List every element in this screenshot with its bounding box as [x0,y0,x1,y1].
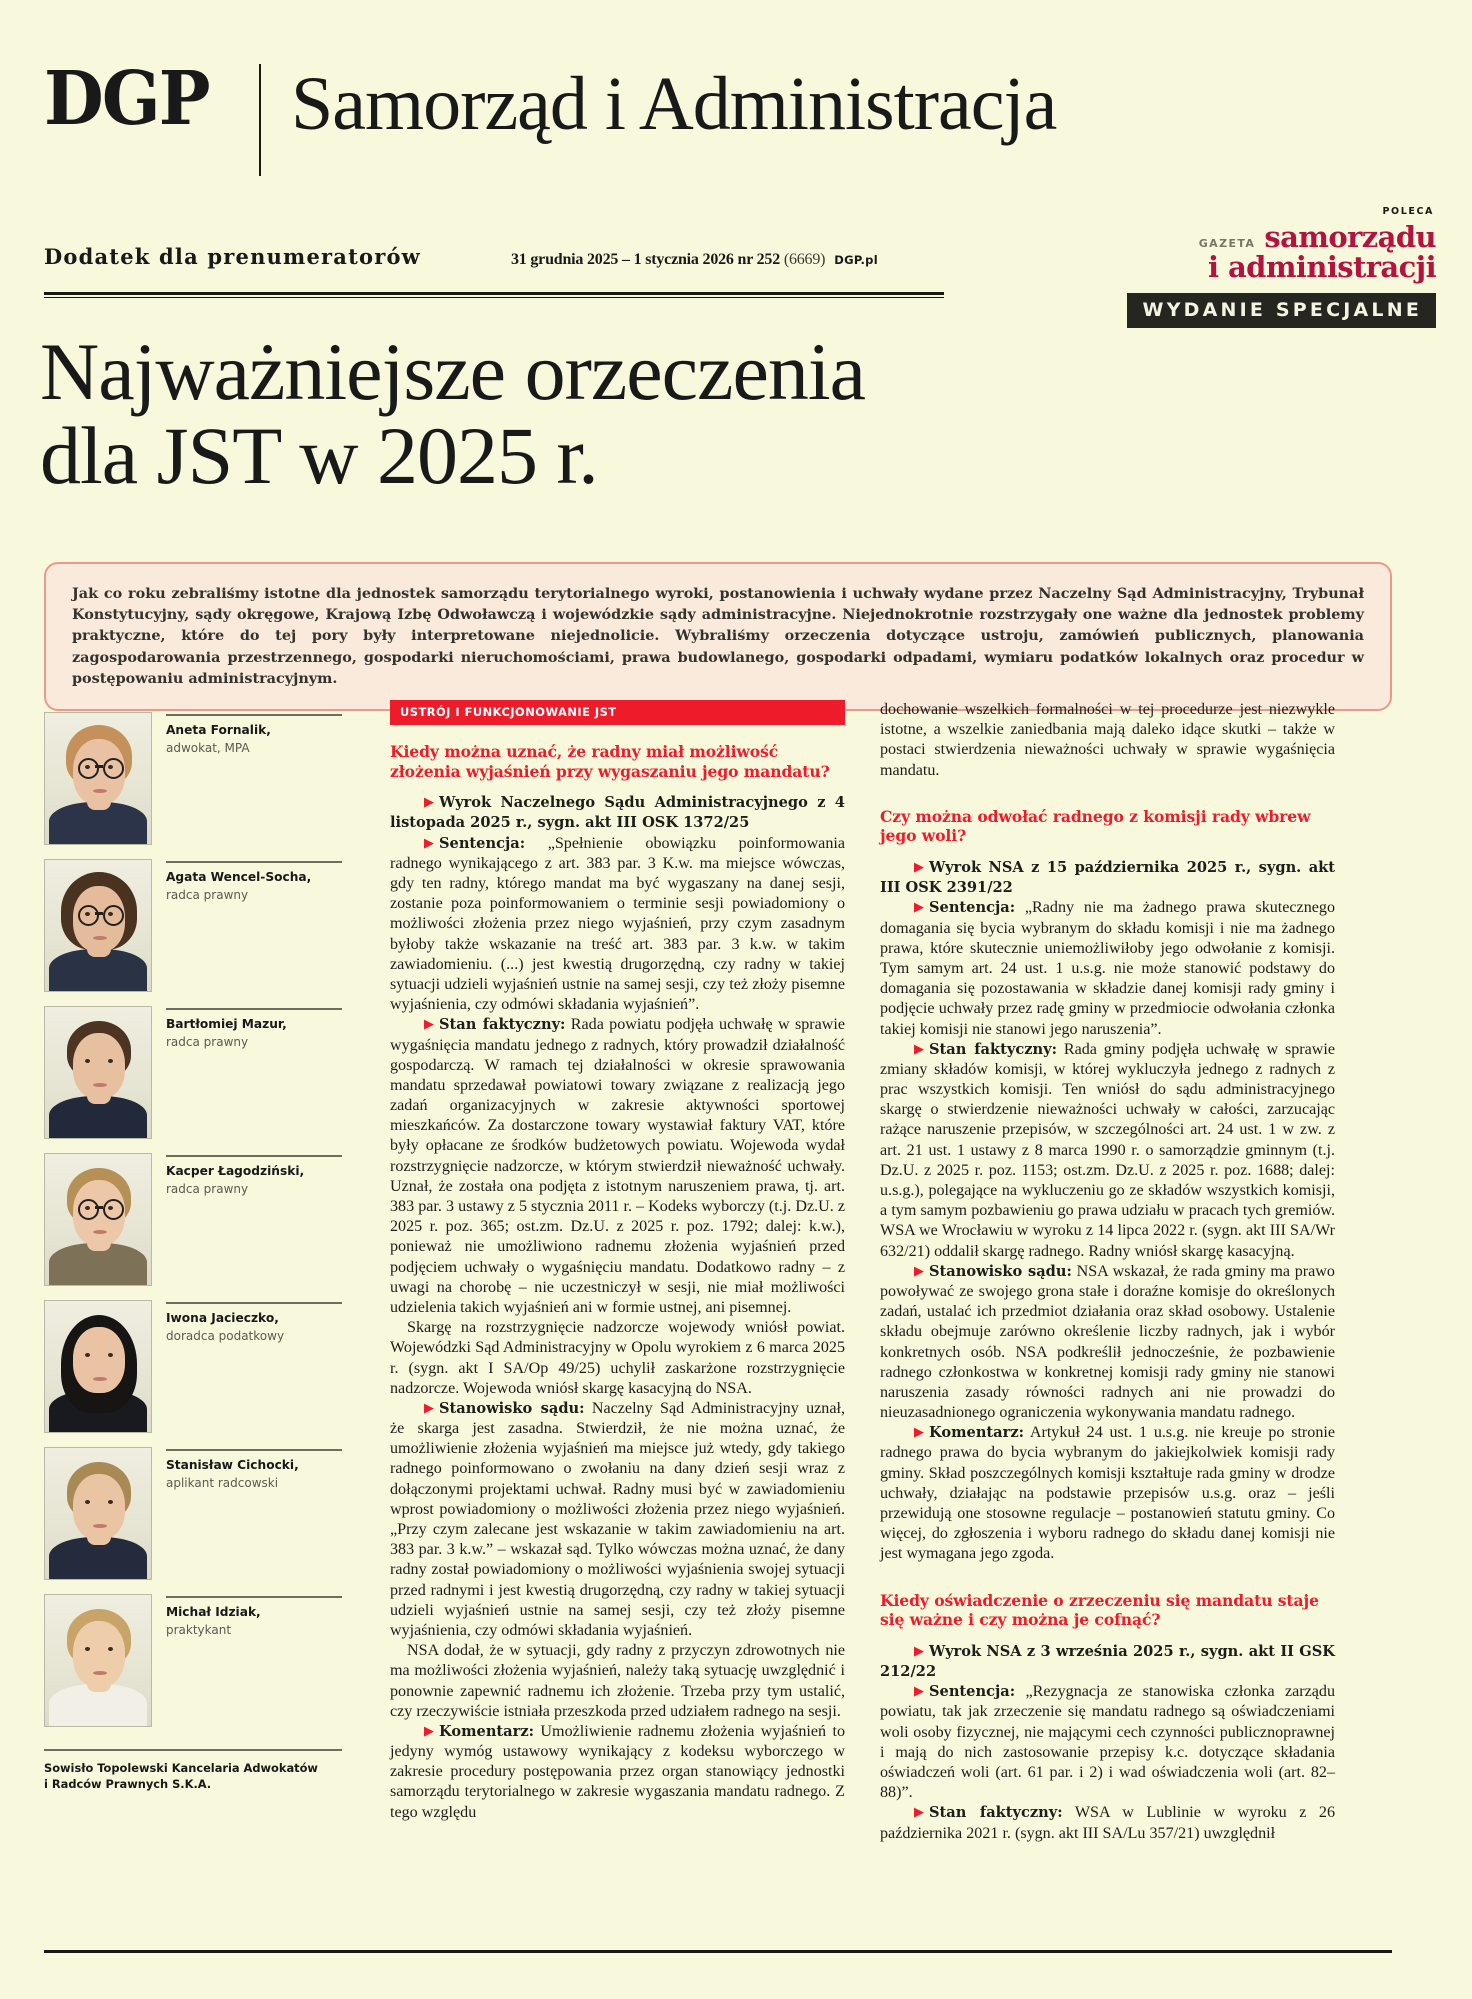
author-entry [44,1447,342,1580]
komentarz-2 [880,1423,1335,1564]
avatar [44,1594,152,1727]
masthead [44,56,1434,192]
glasses-icon [103,1199,124,1220]
author-entry [44,1153,342,1286]
stan-faktyczny-1-cont: Skargę na rozstrzygnięcie nadzorcze wojewody wniósł powiat. Wojewódzki Sąd Administracyjny w Opolu wyrokiem z 6 marca 2025 r. (sygn. akt I SA/Op 49/25) uchylił zaskarżone rozstrzygnięcie nadzorcze. Wojewoda wniósł skargę kasacyjną do NSA. [390,1319,845,1397]
author-divider [166,1008,342,1010]
avatar [44,1006,152,1139]
subheader [44,244,944,269]
stanowisko-sadu-2-text: NSA wskazał, że rada gminy ma prawo powoływać ze swojego grona stałe i doraźne komisje do określonych zadań, ustalać ich przedmiot działania oraz skład osobowy. Ustalenie składu obejmuje zarówno określenie liczby radnych, jak i wybór konkretnych osób. NSA podkreślił jednocześnie, że pozbawienie radnego członkostwa w konkretnej komisji rady gminy nie stanowi naruszenia zasady równości radnych ani nie prowadzi do nieuzasadnionego ograniczenia wykonywania mandatu radnego. [880,1262,1335,1422]
author-role: radca prawny [166,887,249,902]
author-role: doradca podatkowy [166,1328,285,1343]
author-entry [44,1594,342,1727]
section-tag: USTRÓJ I FUNKCJONOWANIE JST [390,700,845,725]
triangle-bullet-icon: ▶ [914,1040,924,1056]
avatar [44,1300,152,1433]
sentencja-3 [880,1682,1335,1803]
triangle-bullet-icon: ▶ [424,1722,434,1738]
triangle-bullet-icon: ▶ [424,1016,434,1032]
stan-faktyczny-1-label: Stan faktyczny: [439,1016,566,1034]
ruling-citation-1-text: Wyrok Naczelnego Sądu Administracyjnego z 4 listopada 2025 r., sygn. akt III OSK 1372/25 [390,794,845,832]
author-name: Agata Wencel-Socha, [166,870,312,884]
question-heading-1: Kiedy można uznać, że radny miał możliwość złożenia wyjaśnień przy wygaszaniu jego mandatu? [390,742,830,781]
column-right [880,700,1335,1844]
issue-number: nr 252 [733,251,781,268]
stan-faktyczny-2-label: Stan faktyczny: [929,1040,1057,1058]
author-divider [166,714,342,716]
avatar [44,712,152,845]
special-edition-banner: WYDANIE SPECJALNE [1127,293,1436,328]
promo-logo-line1 [1106,220,1436,254]
avatar [44,859,152,992]
promo-gazeta-label: GAZETA [1198,237,1256,250]
author-meta [166,1006,342,1050]
glasses-icon [78,758,99,779]
stan-faktyczny-1-text: Rada powiatu podjęła uchwałę w sprawie wygaśnięcia mandatu jednego z radnych, który prowadził działalność gospodarczą. W ramach tej działalności w okresie sprawowania mandatu sprzedawał powiatowi towary związane z realizacją jego zadań organizacyjnych w zakresie aktywności sportowej mieszkańców. Za dostarczone towary wystawiał faktury VAT, które były opłacane ze środków budżetowych powiatu. Wojewoda wydał rozstrzygnięcie nadzorcze, w którym stwierdził nieważność uchwały. Uznał, że została ona podjęta z istotnym naruszeniem prawa, tj. art. 383 par. 3 ustawy z 5 stycznia 2011 r. – Kodeks wyborczy (t.j. Dz.U. z 2025 r. poz. 365; ost.zm. Dz.U. z 2025 r. poz. 1792; dalej: k.w.), ponieważ nie umożliwiono radnemu złożenia wyjaśnień przed podjęciem uchwały o wygaśnięciu mandatu. Dodatkowo radny – z uwagi na chorobę – nie uczestniczył w sesji, nie miał możliwości udzielenia takich wyjaśnień ani w formie ustnej, ani pisemnej. [390,1016,845,1316]
author-meta [166,1300,342,1344]
author-role: radca prawny [166,1034,249,1049]
author-meta [166,1153,342,1197]
column-middle [390,700,845,1823]
glasses-icon [103,905,124,926]
author-meta [166,859,342,903]
triangle-bullet-icon: ▶ [914,1262,924,1278]
author-name: Michał Idziak, [166,1605,261,1619]
stan-faktyczny-2 [880,1040,1335,1262]
author-role: aplikant radcowski [166,1475,279,1490]
ruling-citation-1 [390,793,845,833]
firm-line-1: Sowisło Topolewski Kancelaria Adwokatów [44,1761,318,1775]
ruling-citation-3 [880,1642,1335,1682]
author-divider [166,1449,342,1451]
stanowisko-sadu-2-label: Stanowisko sądu: [929,1262,1072,1280]
triangle-bullet-icon: ▶ [914,1683,924,1699]
komentarz-2-text: Artykuł 24 ust. 1 u.s.g. nie kreuje po stronie radnego prawa do bycia wybranym do jakiejkolwiek komisji rady gminy. Skład poszczególnych komisji kształtuje rada gminy w drodze uchwały, działając na podstawie przepisów u.s.g. oraz – jeśli przewidują one stosowne regulacje – postanowień statutu gminy. Co więcej, do zgłoszenia i wyboru radnego do składu danej komisji nie jest wymagana jego zgoda. [880,1424,1335,1563]
sentencja-1-text: „Spełnienie obowiązku poinformowania radnego wynikającego z art. 383 par. 3 K.w. ma miejsce wówczas, gdy ten radny, którego mandat ma być wygaszany na danej sesji, zostanie poza poinformowaniem o terminie sesji powiadomiony o możliwości złożenia przez niego wyjaśnień, przy czym zasadnym byłoby także wskazanie na treść art. 383 par. 3 k.w. w takim zawiadomieniu. (...) jest kwestią drugorzędną, czy radny w takiej sytuacji udzieli wyjaśnień ustnie na samej sesji, czy też złoży pisemne wyjaśnienia, czy odmówi składania wyjaśnień”. [390,834,845,1014]
author-role: radca prawny [166,1181,249,1196]
stanowisko-sadu-1-cont: NSA dodał, że w sytuacji, gdy radny z przyczyn zdrowotnych nie ma możliwości złożenia wyjaśnień, należy taką sytuację uwzględnić i ponownie zapewnić radnemu ich złożenie. Trzeba przy tym ustalić, czy rzeczywiście istniała przeszkoda przed udziałem radnego na sesji. [390,1642,845,1720]
lead-paragraph: Jak co roku zebraliśmy istotne dla jednostek samorządu terytorialnego wyroki, postanowienia i uchwały wydane przez Naczelny Sąd Administracyjny, Trybunał Konstytucyjny, sądy okręgowe, Krajową Izbę Odwoławczą i wojewódzkie sądy administracyjne. Niejednokrotnie rozstrzygały one ważne dla jednostek problemy praktyczne, które do tej pory były interpretowane niejednolicie. Wybraliśmy orzeczenia dotyczące ustroju, zamówień publicznych, planowania zagospodarowania przestrzennego, gospodarki nieruchomościami, prawa budowlanego, gospodarki odpadami, wymiaru podatków lokalnych oraz procedur w postępowaniu administracyjnym. [72,585,1364,687]
author-name: Bartłomiej Mazur, [166,1017,287,1031]
lead-box [44,562,1392,711]
date-range: 31 grudnia 2025 – 1 stycznia 2026 [510,251,734,268]
ruling-citation-2 [880,858,1335,898]
masthead-divider [259,64,261,176]
triangle-bullet-icon: ▶ [914,1424,924,1440]
brand-logo[interactable]: DGP [44,56,209,142]
ruling-citation-3-text: Wyrok NSA z 3 września 2025 r., sygn. akt II GSK 212/22 [880,1642,1335,1681]
author-entry [44,1006,342,1139]
glasses-icon [78,1199,99,1220]
author-name: Stanisław Cichocki, [166,1458,299,1472]
author-meta [166,1447,342,1491]
triangle-bullet-icon: ▶ [424,1399,434,1415]
question-heading-2: Czy można odwołać radnego z komisji rady wbrew jego woli? [880,806,1311,846]
stanowisko-sadu-1-label: Stanowisko sądu: [439,1399,585,1417]
triangle-bullet-icon: ▶ [424,834,434,850]
issue-serial: (6669) [780,251,826,268]
author-name: Iwona Jacieczko, [166,1311,279,1325]
sentencja-1 [390,834,845,1016]
question-heading-3: Kiedy oświadczenie o zrzeczeniu się mandatu staje się ważne i czy można je cofnąć? [880,1590,1319,1630]
glasses-icon [78,905,99,926]
promo-logo-word1: samorządu [1264,220,1436,254]
stanowisko-sadu-1 [390,1399,845,1641]
stan-faktyczny-1 [390,1015,845,1318]
triangle-bullet-icon: ▶ [424,794,434,810]
avatar [44,1153,152,1286]
stanowisko-sadu-2 [880,1262,1335,1424]
header-rule-thin [44,297,944,298]
triangle-bullet-icon: ▶ [914,1642,924,1658]
footer-rule [44,1950,1392,1953]
author-entry [44,712,342,845]
author-role: adwokat, MPA [166,740,250,755]
author-divider [166,861,342,863]
avatar [44,1447,152,1580]
komentarz-2-label: Komentarz: [929,1424,1024,1442]
komentarz-1-text: Umożliwienie radnemu złożenia wyjaśnień to jedyny wymóg ustawowy wynikający z kodeksu wyborczego w zakresie procedury postępowania przez organ stanowiący jednostki samorządu terytorialnego w zakresie wygaszania mandatu radnego. Z tego względu [390,1722,845,1821]
promo-block [1106,206,1436,328]
author-entry [44,1300,342,1433]
promo-poleca-label: POLECA [1382,206,1434,217]
stan-faktyczny-2-text: Rada gminy podjęła uchwałę w sprawie zmiany składów komisji, w której wykluczyła jednego z radnych z prac wszystkich komisji. Ten wniósł do sądu administracyjnego skargę o stwierdzenie nieważności uchwały w całości, zarzucając rażące naruszenie przepisów, w szczególności art. 24 ust. 1 w zw. z art. 21 ust. 1 ustawy z 8 marca 1990 r. o samorządzie gminnym (t.j. Dz.U. z 2025 r. poz. 1153; ost.zm. Dz.U. z 2025 r. poz. 1688; dalej: u.s.g.), polegające na wykluczeniu go ze składów wszystkich komisji, a tym samym pozbawieniu go prawa udziału w pracach tych gremiów. WSA we Wrocławiu w wyroku z 14 lipca 2022 r. (sygn. akt III SA/Wr 632/21) oddalił skargę radnego. Radny wniósł skargę kasacyjną. [880,1040,1335,1260]
author-sidebar [44,712,342,1793]
header-rule-thick [44,292,944,295]
komentarz-1 [390,1722,845,1823]
author-name: Kacper Łagodziński, [166,1164,305,1178]
issue-info [511,251,878,269]
sentencja-3-label: Sentencja: [929,1683,1016,1701]
triangle-bullet-icon: ▶ [914,1804,924,1820]
sentencja-2-label: Sentencja: [929,899,1016,917]
headline-line-2: dla JST w 2025 r. [40,409,598,501]
stan-faktyczny-3-text: WSA w Lublinie w wyroku z 26 października 2021 r. (sygn. akt III SA/Lu 357/21) uwzględnił [880,1804,1335,1842]
ruling-citation-2-text: Wyrok NSA z 15 października 2025 r., sygn. akt III OSK 2391/22 [880,859,1335,897]
supplement-title: Samorząd i Administracja [291,62,1057,146]
triangle-bullet-icon: ▶ [914,899,924,915]
subscriber-supplement-label: Dodatek dla prenumeratorów [44,244,421,269]
komentarz-1-label: Komentarz: [439,1722,534,1740]
stan-faktyczny-3-label: Stan faktyczny: [929,1804,1063,1822]
author-meta [166,1594,342,1638]
promo-logo-word2: i administracji [1208,250,1436,284]
sentencja-3-text: „Rezygnacja ze stanowiska członka zarządu powiatu, tak jak zrzeczenie się mandatu radnego są oświadczeniami woli osoby fizycznej, nie mającymi cech czynności publicznoprawnej i mają do nich zastosowanie przepisy k.c. dotyczące składania oświadczeń woli (art. 61 par. i 2) i wad oświadczenia woli (art. 82–88)”. [880,1683,1335,1802]
continued-text: dochowanie wszelkich formalności w tej procedurze jest niezwykle istotne, a wszelkie zaniedbania mają daleko idące skutki – także w postaci stwierdzenia nieważności uchwały w sprawie wygaśnięcia mandatu. [880,701,1335,779]
author-meta [166,712,342,756]
headline-line-1: Najważniejsze orzeczenia [40,326,866,417]
page-title [40,326,1240,501]
author-divider [166,1302,342,1304]
website-label[interactable]: DGP.pl [834,253,878,267]
stan-faktyczny-3 [880,1803,1335,1843]
author-name: Aneta Fornalik, [166,723,271,737]
firm-line-2: i Radców Prawnych S.K.A. [44,1776,212,1791]
sentencja-2 [880,898,1335,1039]
sentencja-1-label: Sentencja: [439,834,526,852]
sentencja-2-text: „Radny nie ma żadnego prawa skutecznego domagania się bycia wybranym do składu komisji i nie ma żadnego prawa, które skutecznie uniemożliwiłoby jego odwołanie z komisji. Tym samym art. 24 ust. 1 u.s.g. nie może stanowić podstawy do domagania się pozostawania w składzie danej komisji rady gminy i podjęcie uchwały przez radę gminy w przedmiocie odwołania członka takiej komisji nie stanowi jego naruszenia”. [880,899,1335,1038]
glasses-icon [103,758,124,779]
author-divider [166,1155,342,1157]
law-firm-credit [44,1749,342,1793]
author-role: praktykant [166,1622,232,1637]
author-divider [166,1596,342,1598]
author-entry [44,859,342,992]
stanowisko-sadu-1-text: Naczelny Sąd Administracyjny uznał, że skarga jest zasadna. Stwierdził, że nie można uznać, że umożliwienie złożenia wyjaśnień ma miejsce już wtedy, gdy takiego radnego poinformowano o zwołaniu na dany dzień sesji wraz z dołączonymi projektami uchwał. Radny musi być w zawiadomieniu wprost powiadomiony o możliwości złożenia przez niego wyjaśnień. „Przy czym zalecane jest wskazanie w takim zawiadomieniu na art. 383 par. 3 k.w.” – wskazał sąd. Tylko wówczas można uznać, że dany radny został powiadomiony o możliwości wyjaśnienia swojej sytuacji przed radnymi i jest kwestią drugorzędną, czy radny w takiej sytuacji udzieli wyjaśnień ustnie na samej sesji, czy też złoży pisemne wyjaśnienia, czy odmówi składania wyjaśnień. [390,1399,845,1639]
triangle-bullet-icon: ▶ [914,859,924,875]
